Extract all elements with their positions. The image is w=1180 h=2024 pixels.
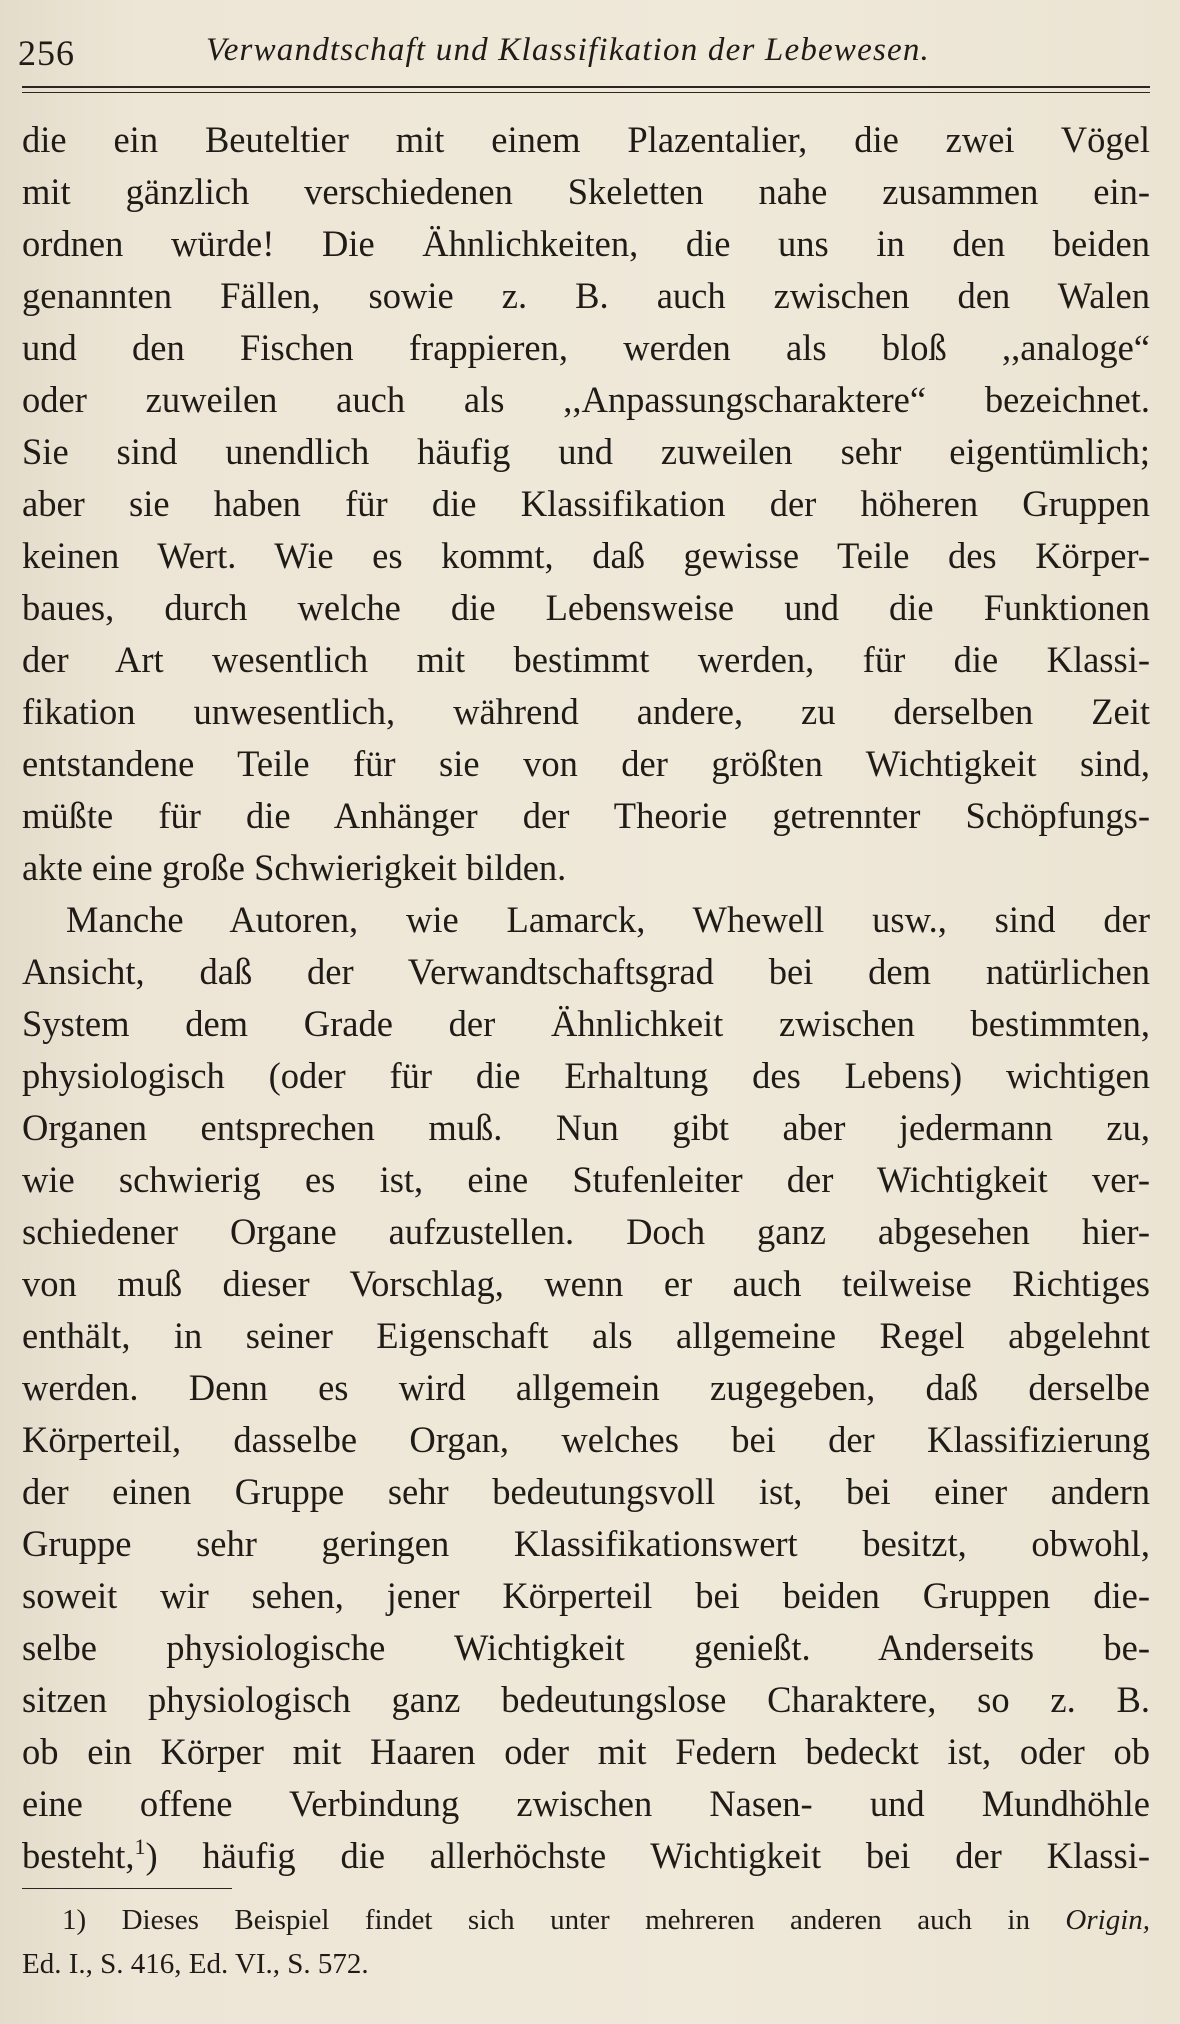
text-line: aber sie haben für die Klassifikation der höheren Gruppen [22,483,1150,524]
text-line: und den Fischen frappieren, werden als bloß ,,analoge“ [22,327,1150,368]
text-line: Organen entsprechen muß. Nun gibt aber jedermann zu, [22,1107,1150,1148]
footnote-italic-reference: Origin, [1065,1904,1150,1936]
text-line: ob ein Körper mit Haaren oder mit Federn bedeckt ist, oder ob [22,1731,1150,1772]
last-line-end: ) häufig die allerhöchste Wichtigkeit bei der Klassi- [145,1835,1150,1876]
text-line: der Art wesentlich mit bestimmt werden, für die Klassi- [22,639,1150,680]
text-line: wie schwierig es ist, eine Stufenleiter der Wichtigkeit ver- [22,1159,1150,1200]
header-rule-thin [22,92,1150,93]
text-line: baues, durch welche die Lebensweise und die Funktionen [22,587,1150,628]
last-line-start: besteht, [22,1835,135,1876]
text-line: die ein Beuteltier mit einem Plazentalier, die zwei Vögel [22,119,1150,160]
text-line-with-footnote-ref [22,1830,1150,1882]
footnote-reference: 1 [134,1834,146,1859]
text-line: physiologisch (oder für die Erhaltung des Lebens) wichtigen [22,1055,1150,1096]
body-text [22,114,1150,1882]
text-line: Sie sind unendlich häufig und zuweilen sehr eigentümlich; [22,431,1150,472]
text-line: sitzen physiologisch ganz bedeutungslose Charaktere, so z. B. [22,1679,1150,1720]
text-line: müßte für die Anhänger der Theorie getrennter Schöpfungs- [22,795,1150,836]
text-line: ordnen würde! Die Ähnlichkeiten, die uns in den beiden [22,223,1150,264]
footnote-text: Dieses Beispiel findet sich unter mehreren anderen auch in [86,1904,1066,1936]
text-line: genannten Fällen, sowie z. B. auch zwischen den Walen [22,275,1150,316]
text-line: der einen Gruppe sehr bedeutungsvoll ist, bei einer andern [22,1471,1150,1512]
footnote [22,1898,1150,1986]
text-line: soweit wir sehen, jener Körperteil bei beiden Gruppen die- [22,1575,1150,1616]
footnote-divider [22,1888,232,1889]
text-line: von muß dieser Vorschlag, wenn er auch teilweise Richtiges [22,1263,1150,1304]
page-number: 256 [18,33,75,73]
text-line: Körperteil, dasselbe Organ, welches bei der Klassifizierung [22,1419,1150,1460]
paragraph-start-line: Manche Autoren, wie Lamarck, Whewell usw., sind der [66,899,1150,940]
text-line: akte eine große Schwierigkeit bilden. [22,847,567,888]
header-rule [22,86,1150,88]
text-line: Ansicht, daß der Verwandtschaftsgrad bei dem natürlichen [22,951,1150,992]
text-line: eine offene Verbindung zwischen Nasen- und Mundhöhle [22,1783,1150,1824]
running-title: Verwandtschaft und Klassifikation der Lebewesen. [206,32,930,68]
text-line: mit gänzlich verschiedenen Skeletten nahe zusammen ein- [22,171,1150,212]
page-header [18,26,1148,76]
text-line: selbe physiologische Wichtigkeit genießt. Anderseits be- [22,1627,1150,1668]
footnote-line [22,1898,1150,1942]
footnote-line: Ed. I., S. 416, Ed. VI., S. 572. [22,1948,369,1980]
text-line: oder zuweilen auch als ,,Anpassungscharaktere“ bezeichnet. [22,379,1150,420]
text-line: fikation unwesentlich, während andere, zu derselben Zeit [22,691,1150,732]
text-line: enthält, in seiner Eigenschaft als allgemeine Regel abgelehnt [22,1315,1150,1356]
text-line: keinen Wert. Wie es kommt, daß gewisse Teile des Körper- [22,535,1150,576]
text-line: schiedener Organe aufzustellen. Doch ganz abgesehen hier- [22,1211,1150,1252]
footnote-marker: 1) [62,1904,87,1936]
text-line: werden. Denn es wird allgemein zugegeben, daß derselbe [22,1367,1150,1408]
text-line: System dem Grade der Ähnlichkeit zwischen bestimmten, [22,1003,1150,1044]
text-line: Gruppe sehr geringen Klassifikationswert besitzt, obwohl, [22,1523,1150,1564]
text-line: entstandene Teile für sie von der größten Wichtigkeit sind, [22,743,1150,784]
